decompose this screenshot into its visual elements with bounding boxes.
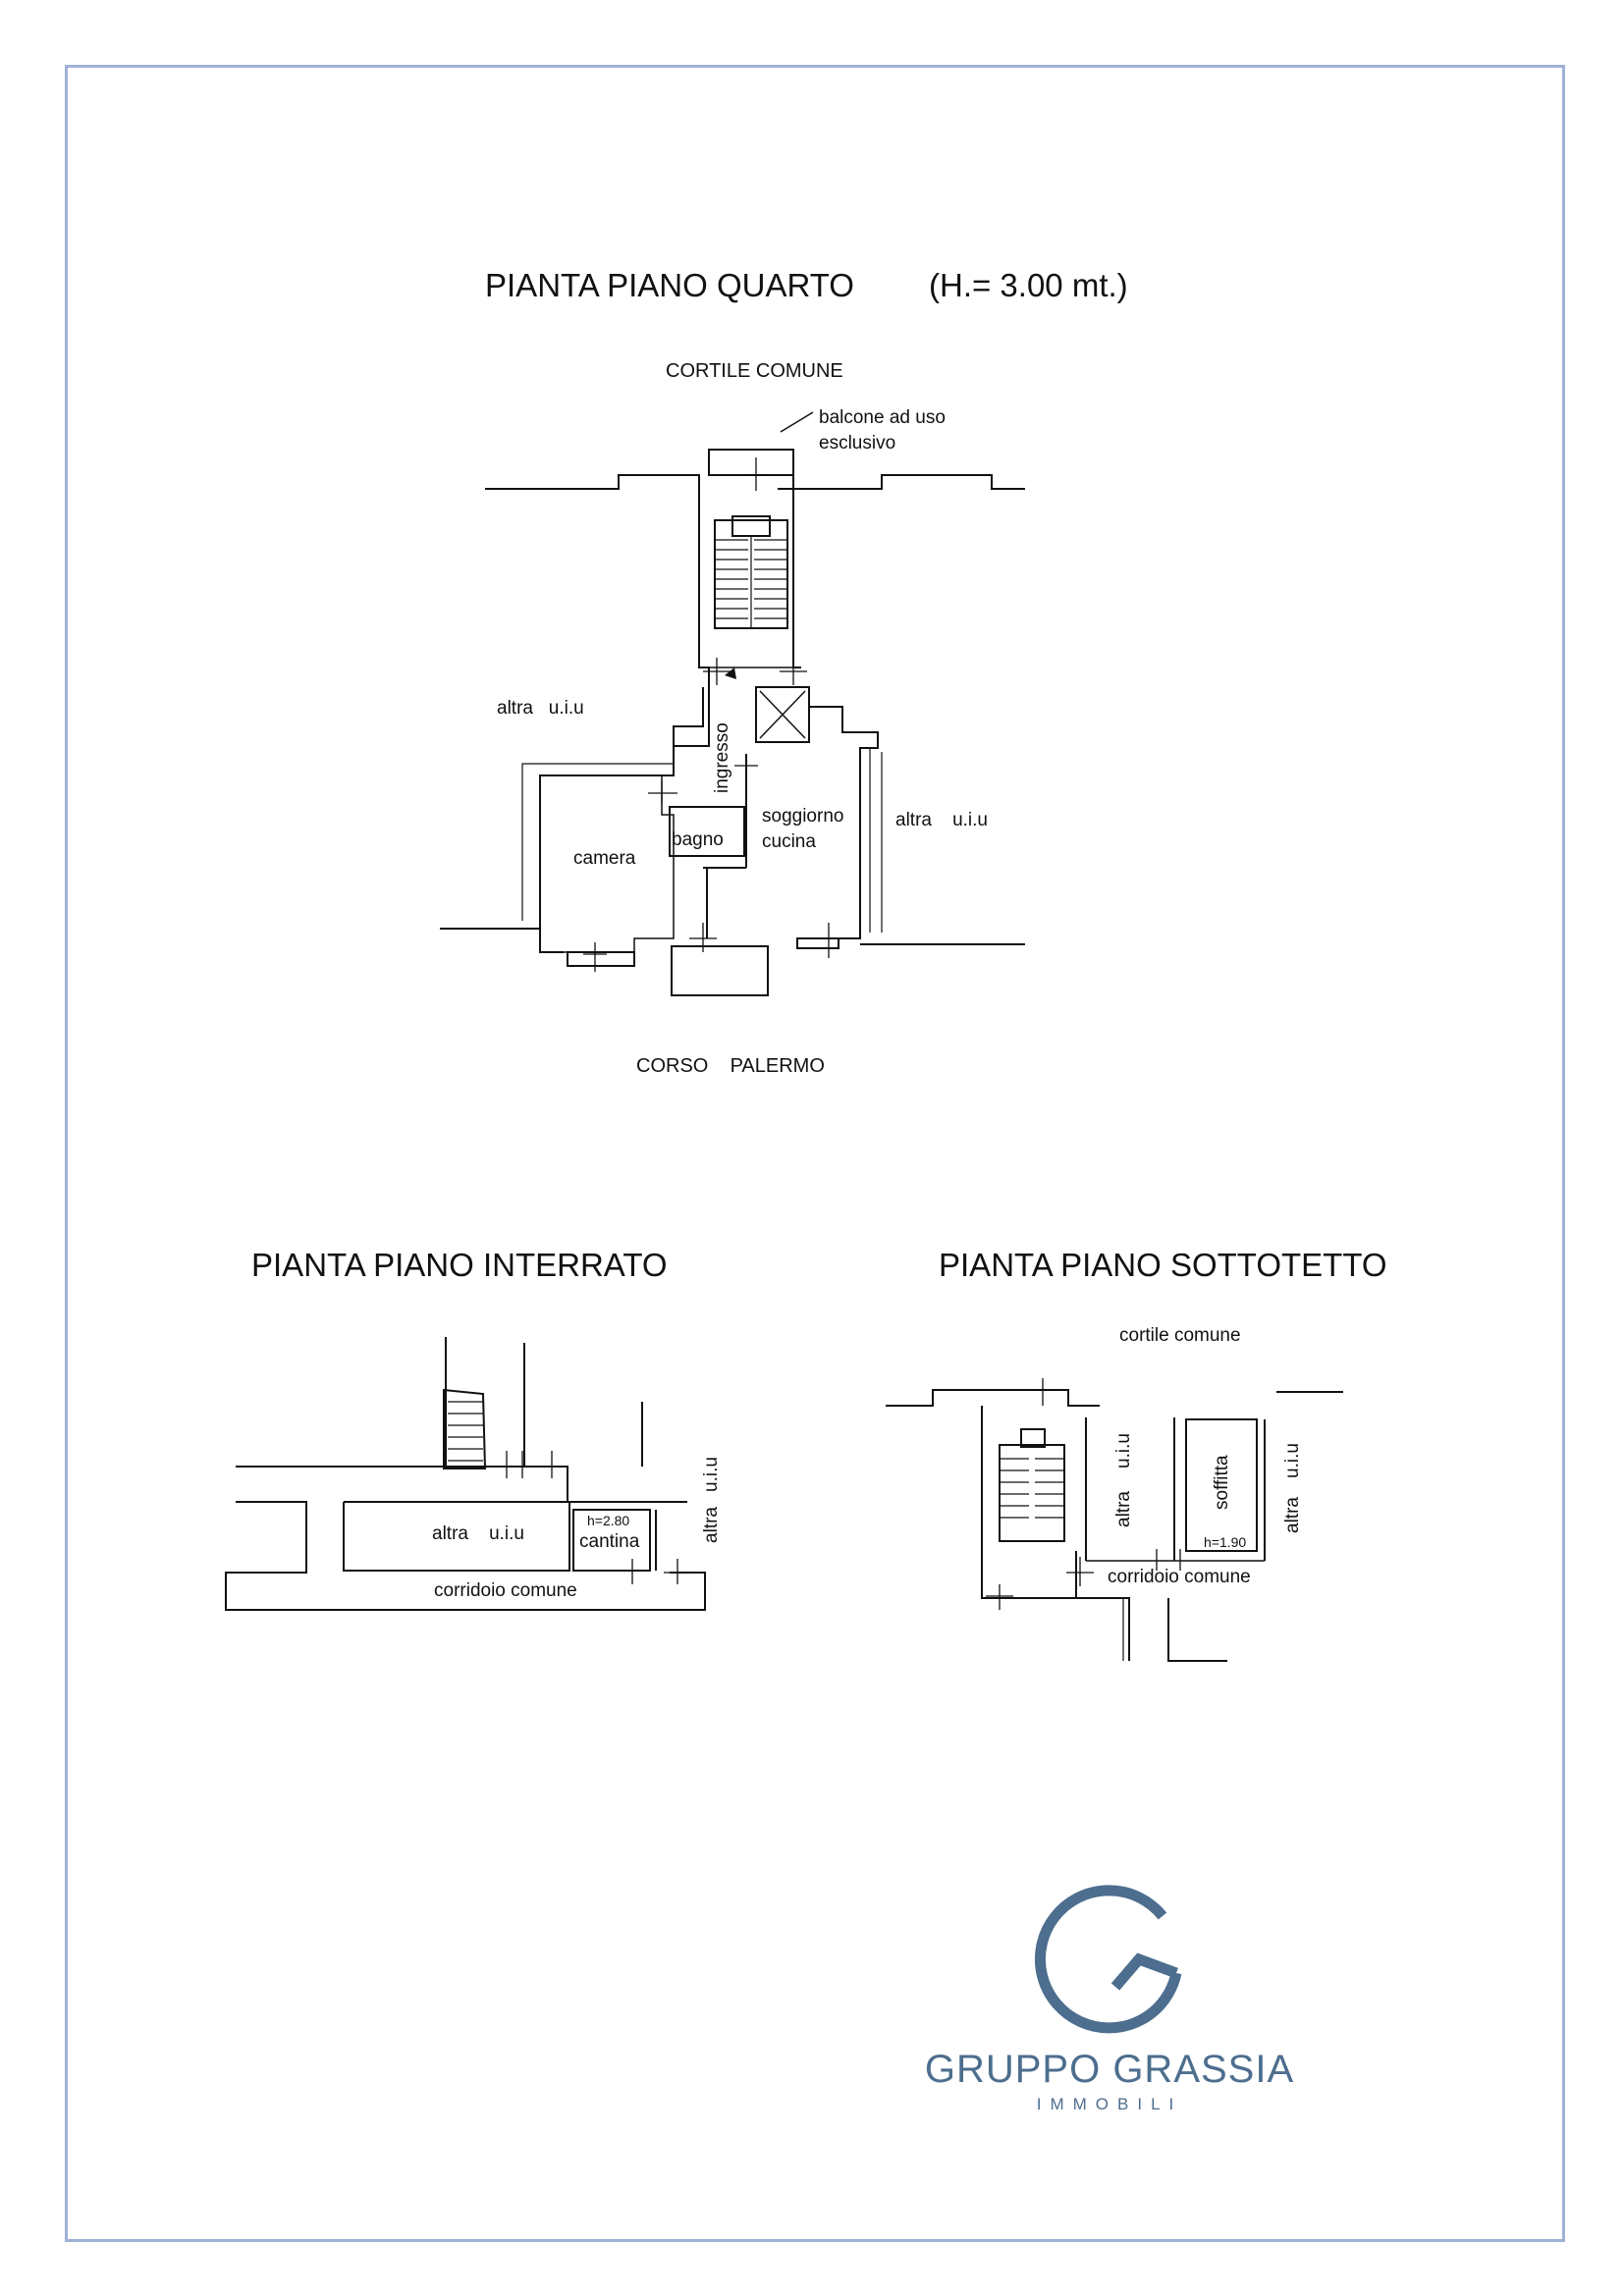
label-balcone-1: balcone ad uso: [819, 407, 946, 428]
label-basement-unit: altra u.i.u: [432, 1523, 524, 1544]
label-corso-palermo: CORSO PALERMO: [636, 1055, 825, 1077]
label-basement-side-altra: altra: [701, 1507, 722, 1543]
label-left-unit: altra u.i.u: [497, 698, 584, 719]
label-basement-height: h=2.80: [587, 1513, 630, 1528]
label-basement-corridor: corridoio comune: [434, 1580, 577, 1601]
label-attic-uiu-a: u.i.u: [1113, 1433, 1134, 1468]
label-balcone-2: esclusivo: [819, 433, 896, 454]
label-soffitta: soffitta: [1212, 1455, 1232, 1510]
title-basement: PIANTA PIANO INTERRATO: [251, 1247, 668, 1283]
label-right-unit: altra u.i.u: [895, 810, 988, 830]
label-attic-altra-b: altra: [1282, 1497, 1303, 1533]
title-fourth-floor: PIANTA PIANO QUARTO: [485, 267, 854, 303]
label-soggiorno: soggiorno: [762, 806, 844, 827]
title-attic: PIANTA PIANO SOTTOTETTO: [939, 1247, 1387, 1283]
label-attic-altra-a: altra: [1113, 1491, 1134, 1527]
label-camera: camera: [573, 848, 636, 869]
label-ingresso: ingresso: [712, 722, 732, 793]
logo-subtitle: IMMOBILI: [1036, 2095, 1183, 2113]
label-attic-cortile: cortile comune: [1119, 1325, 1241, 1346]
label-cortile-comune: CORTILE COMUNE: [666, 360, 843, 382]
logo-name: GRUPPO GRASSIA: [924, 2048, 1295, 2091]
label-attic-height: h=1.90: [1204, 1534, 1247, 1550]
label-attic-corridor: corridoio comune: [1108, 1567, 1251, 1587]
label-cantina: cantina: [579, 1531, 640, 1552]
label-bagno: bagno: [672, 829, 724, 850]
title-fourth-height: (H.= 3.00 mt.): [929, 267, 1128, 303]
label-attic-uiu-b: u.i.u: [1282, 1443, 1303, 1478]
label-cucina: cucina: [762, 831, 816, 852]
label-basement-side-uiu: u.i.u: [701, 1457, 722, 1492]
